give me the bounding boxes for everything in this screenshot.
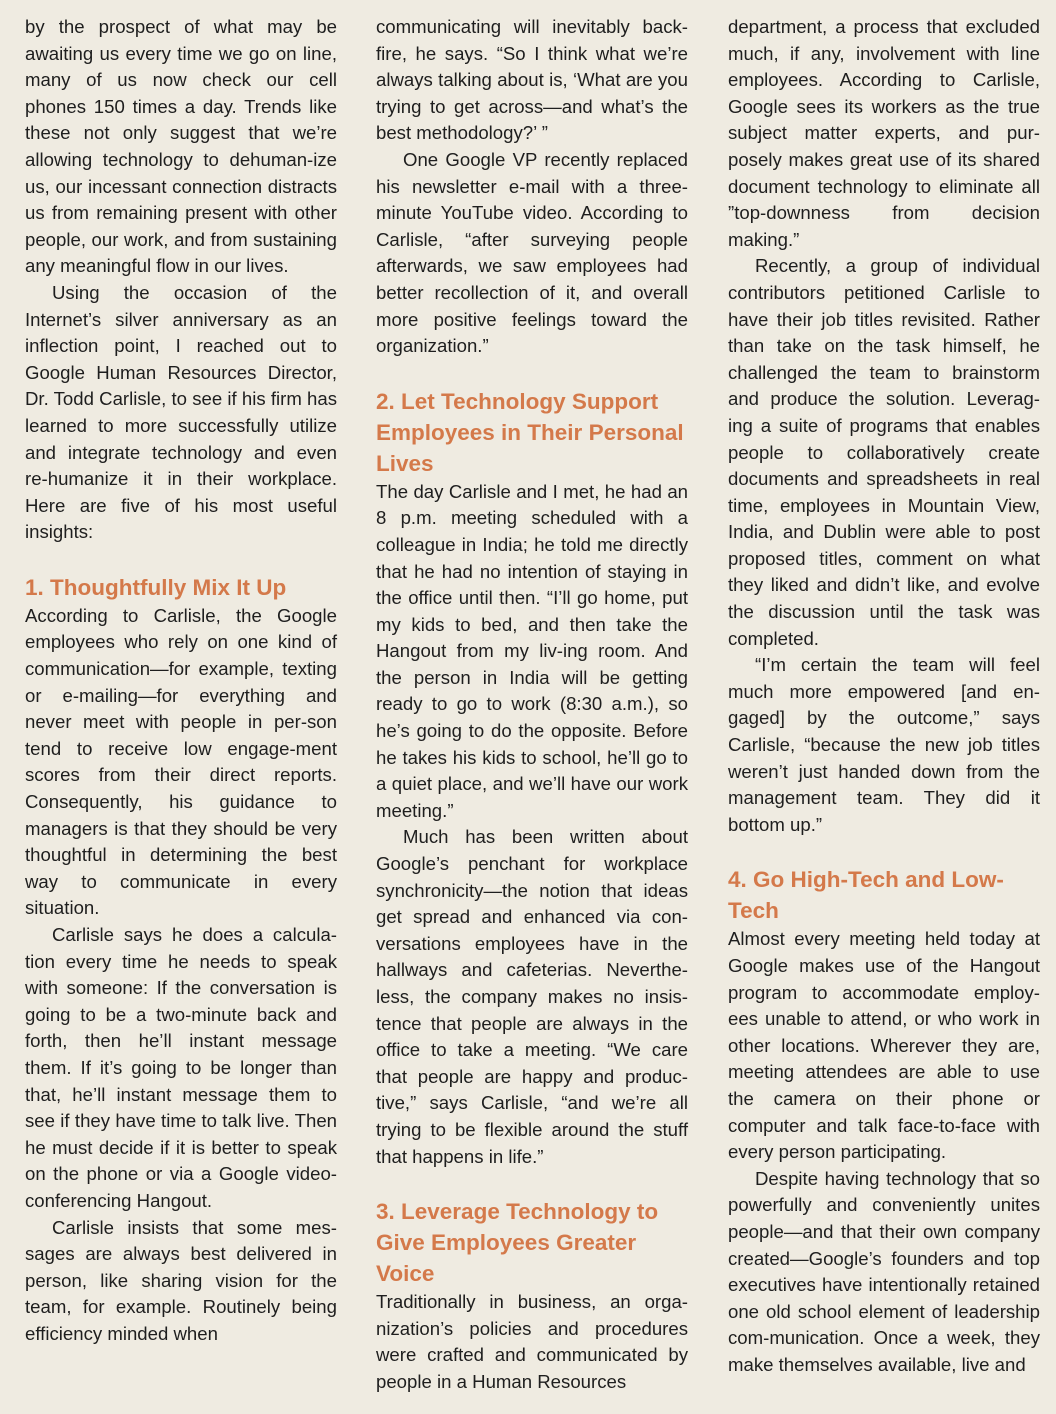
body-paragraph: The day Carlisle and I met, he had an 8 p.m. meeting scheduled with a colleague in India; he told me directly that he had no intention of staying in the office until then. “I’ll go home, put my kids to bed, and then take the Hangout from my liv-ing room. And the person in India will be getting ready to go to work (8:30 a.m.), so he’s going to do the opposite. Before he takes his kids to school, he’ll go to a quiet place, and we’ll have our work meeting.” (376, 480, 688, 821)
section-spacer (25, 546, 337, 572)
body-paragraph: According to Carlisle, the Google employees who rely on one kind of communication—for example, texting or e-mailing—for everything and never meet with people in per-son tend to receive low engage-ment scores from their direct reports. Consequently, his guidance to managers is that they should be very thoughtful in determining the best way to communicate in every situation. (25, 604, 337, 919)
body-paragraph: Carlisle says he does a calcula-tion every time he needs to speak with someone: If the conversation is going to be a two-minute back and forth, then he’ll instant message them. If it’s going to be longer than that, he’ll instant message them to see if they have time to talk live. Then he must decide if it is better to speak on the phone or via a Google video-conferencing Hangout. (25, 924, 337, 1211)
section-heading-1: 1. Thoughtfully Mix It Up (25, 574, 287, 600)
body-paragraph: Traditionally in business, an orga-nization’s policies and procedures were crafted and communicated by people in a Human Resources (376, 1291, 688, 1392)
body-paragraph: “I’m certain the team will feel much more empowered [and en-gaged] by the outcome,” says Carlisle, “because the new job titles weren’t just handed down from the management team. They did it bottom up.” (728, 654, 1040, 835)
column-1 (25, 14, 337, 1348)
body-paragraph: Carlisle insists that some mes-sages are always best delivered in person, like sharing vision for the team, for example. Routinely being efficiency minded when (25, 1216, 337, 1344)
body-paragraph: by the prospect of what may be awaiting us every time we go on line, many of us now check our cell phones 150 times a day. Trends like these not only suggest that we’re allowing technology to dehuman-ize us, our incessant connection distracts us from remaining present with other people, our work, and from sustaining any meaningful flow in our lives. (25, 16, 337, 277)
column-2 (376, 14, 688, 1396)
section-heading-2: 2. Let Technology Support Employees in Their Personal Lives (376, 388, 684, 476)
body-paragraph: One Google VP recently replaced his newsletter e-mail with a three-minute YouTube video. According to Carlisle, “after surveying people afterwards, we saw employees had better recollection of it, and overall more positive feelings toward the organization.” (376, 148, 688, 357)
section-heading-4: 4. Go High-Tech and Low-Tech (728, 867, 1004, 924)
column-3 (728, 14, 1040, 1379)
body-paragraph: Almost every meeting held today at Google makes use of the Hangout program to accommodate employ-ees unable to attend, or who work in other locations. Wherever they are, meeting attendees are able to use the camera on their phone or computer and talk face-to-face with every person participating. (728, 928, 1040, 1163)
body-paragraph: Despite having technology that so powerfully and conveniently unites people—and that their own company created—Google’s founders and top executives have intentionally retained one old school element of leadership com-munication. Once a week, they make themselves available, live and (728, 1167, 1040, 1375)
body-paragraph: department, a process that excluded much, if any, involvement with line employees. According to Carlisle, Google sees its workers as the true subject matter experts, and pur-posely makes great use of its shared document technology to eliminate all ”top-downness from decision making.” (728, 16, 1040, 250)
section-spacer (376, 360, 688, 386)
section-heading-3: 3. Leverage Technology to Give Employees Greater Voice (376, 1199, 659, 1287)
body-paragraph: Using the occasion of the Internet’s silver anniversary as an inflection point, I reached out to Google Human Resources Director, Dr. Todd Carlisle, to see if his firm has learned to more successfully utilize and integrate technology and even re-humanize it in their workplace. Here are five of his most useful insights: (25, 281, 337, 543)
section-spacer (376, 1170, 688, 1196)
body-paragraph: Recently, a group of individual contributors petitioned Carlisle to have their job titles revisited. Rather than take on the task himself, he challenged the team to brainstorm and produce the solution. Leverag-ing a suite of programs that enables people to collaboratively create documents and spreadsheets in real time, employees in Mountain View, India, and Dublin were able to post proposed titles, comment on what they liked and didn’t like, and evolve the discussion until the task was completed. (728, 255, 1040, 649)
section-spacer (728, 838, 1040, 864)
body-paragraph: communicating will inevitably back-fire, he says. “So I think what we’re always talking about is, ‘What are you trying to get across—and what’s the best methodology?’ ” (376, 16, 688, 144)
body-paragraph: Much has been written about Google’s penchant for workplace synchronicity—the notion that ideas get spread and enhanced via con-versations employees have in the hallways and cafeterias. Neverthe-less, the company makes no insis-tence that people are always in the office to take a meeting. “We care that people are happy and produc-tive,” says Carlisle, “and we’re all trying to be flexible around the stuff that happens in life.” (376, 826, 688, 1167)
